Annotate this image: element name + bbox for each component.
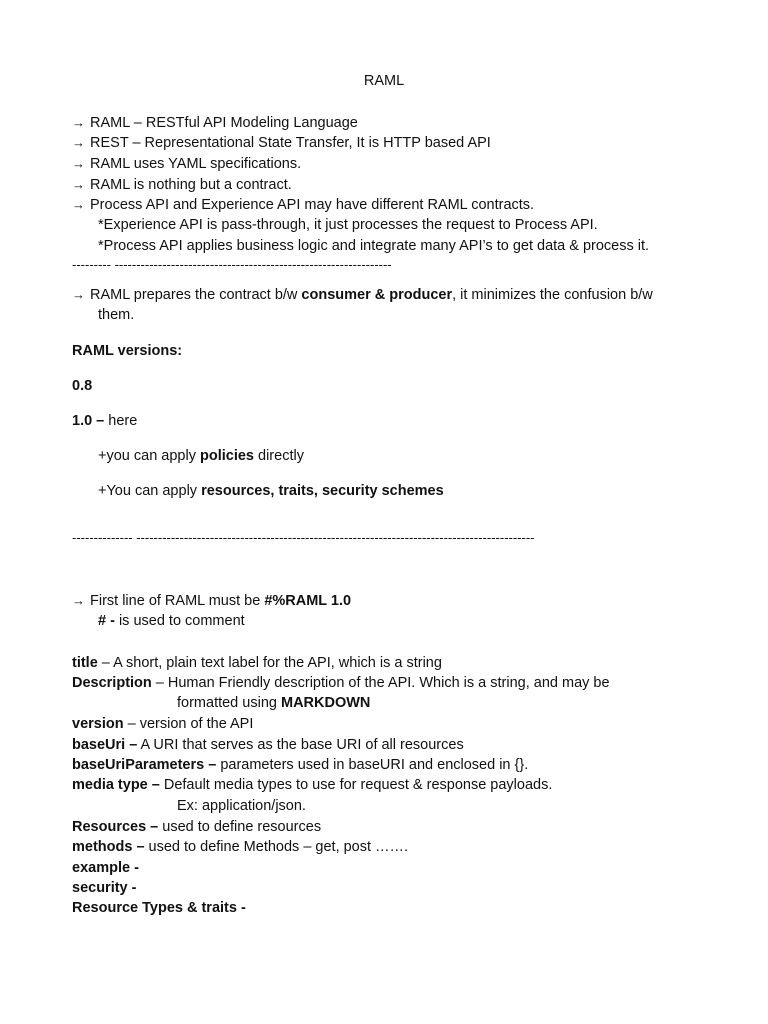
list-item: → REST – Representational State Transfer, It is HTTP based API [72, 135, 491, 151]
separator-line: -------------- -------------------------------------------------------------------------------------------- [72, 530, 535, 545]
definition-example-line: Ex: application/json. [177, 798, 306, 814]
feature-line: +You can apply resources, traits, security schemes [98, 483, 444, 499]
page-title: RAML [363, 73, 405, 89]
definition-resource-types: Resource Types & traits - [72, 900, 246, 916]
separator-line: --------- ---------------------------------------------------------------- [72, 257, 392, 272]
arrow-icon: → [72, 177, 85, 192]
list-item: → RAML is nothing but a contract. [72, 177, 292, 193]
arrow-icon: → [72, 156, 85, 171]
list-item: → RAML uses YAML specifications. [72, 156, 302, 172]
arrow-icon: → [72, 593, 85, 608]
comment-line: # - is used to comment [98, 613, 245, 629]
definition-media-type: media type – Default media types to use for request & response payloads. [72, 777, 553, 793]
arrow-icon: → [72, 197, 85, 212]
version-item: 0.8 [72, 378, 93, 394]
definition-title: title – A short, plain text label for the API, which is a string [72, 655, 442, 671]
definition-baseuri: baseUri – A URI that serves as the base URI of all resources [72, 737, 464, 753]
definition-continuation: formatted using MARKDOWN [177, 695, 371, 711]
list-item: → First line of RAML must be #%RAML 1.0 [72, 593, 352, 609]
arrow-icon: → [72, 287, 85, 302]
definition-security: security - [72, 880, 137, 896]
arrow-icon: → [72, 135, 85, 150]
definition-description: Description – Human Friendly description of the API. Which is a string, and may be [72, 675, 610, 691]
definition-resources: Resources – used to define resources [72, 819, 322, 835]
continuation-line: them. [98, 307, 135, 323]
list-item: → RAML prepares the contract b/w consumer & producer, it minimizes the confusion b/w [72, 287, 653, 303]
list-item: → RAML – RESTful API Modeling Language [72, 115, 358, 131]
arrow-icon: → [72, 115, 85, 130]
note-line: *Process API applies business logic and integrate many API’s to get data & process it. [98, 238, 650, 254]
definition-example: example - [72, 860, 139, 876]
note-line: *Experience API is pass-through, it just processes the request to Process API. [98, 217, 598, 233]
list-item: → Process API and Experience API may have different RAML contracts. [72, 197, 535, 213]
definition-version: version – version of the API [72, 716, 254, 732]
section-heading: RAML versions: [72, 343, 183, 359]
feature-line: +you can apply policies directly [98, 448, 304, 464]
version-item: 1.0 – here [72, 413, 138, 429]
definition-baseuriparameters: baseUriParameters – parameters used in baseURI and enclosed in {}. [72, 757, 529, 773]
definition-methods: methods – used to define Methods – get, post ……. [72, 839, 409, 855]
